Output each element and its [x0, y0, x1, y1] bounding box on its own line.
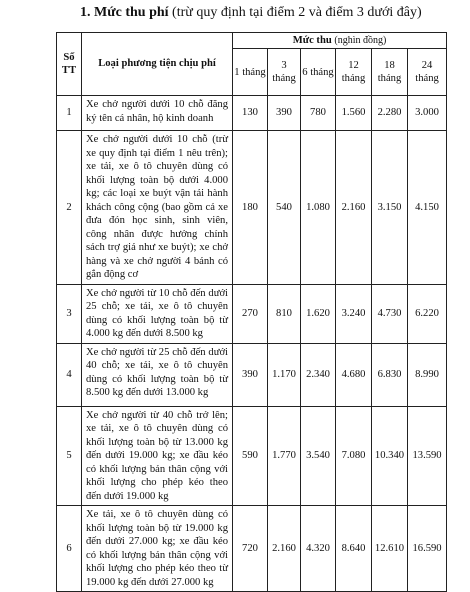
header-fee-label: Mức thu — [292, 34, 332, 46]
fee-cell: 16.590 — [408, 506, 447, 592]
fee-cell: 2.340 — [301, 343, 336, 406]
fee-cell: 1.560 — [336, 96, 372, 131]
header-period: 1 tháng — [233, 49, 268, 96]
fee-cell: 810 — [268, 284, 301, 343]
fee-cell: 1.080 — [301, 131, 336, 285]
row-vehicle: Xe tải, xe ô tô chuyên dùng có khối lượng toàn bộ từ 19.000 kg đến dưới 27.000 kg; xe đầu kéo có khối lượng bản thân cộng với khối lượng cho phép kéo theo từ 19.000 kg đến dưới 27.000 kg — [82, 506, 233, 592]
fee-cell: 13.590 — [408, 406, 447, 506]
fee-cell: 1.620 — [301, 284, 336, 343]
header-period: 6 tháng — [301, 49, 336, 96]
fee-cell: 130 — [233, 96, 268, 131]
fee-cell: 540 — [268, 131, 301, 285]
fee-table — [56, 32, 447, 592]
row-vehicle: Xe chở người dưới 10 chỗ đăng ký tên cá nhân, hộ kinh doanh — [82, 96, 233, 131]
fee-cell: 180 — [233, 131, 268, 285]
row-stt: 3 — [57, 284, 82, 343]
section-number: 1. — [80, 5, 91, 20]
fee-cell: 2.160 — [268, 506, 301, 592]
table-row — [57, 131, 447, 285]
header-period: 3 tháng — [268, 49, 301, 96]
table-row — [57, 343, 447, 406]
fee-cell: 6.830 — [372, 343, 408, 406]
fee-cell: 7.080 — [336, 406, 372, 506]
fee-cell: 2.280 — [372, 96, 408, 131]
table-row — [57, 284, 447, 343]
header-vehicle-type: Loại phương tiện chịu phí — [82, 33, 233, 96]
fee-cell: 3.150 — [372, 131, 408, 285]
header-fee — [233, 33, 447, 49]
fee-cell: 8.640 — [336, 506, 372, 592]
row-stt: 5 — [57, 406, 82, 506]
row-vehicle: Xe chở người từ 40 chỗ trở lên; xe tải, xe ô tô chuyên dùng có khối lượng toàn bộ từ 13.000 kg đến dưới 19.000 kg; xe đầu kéo có khối lượng bản thân cộng với khối lượng cho phép kéo theo đến dưới 19.000 kg — [82, 406, 233, 506]
header-period: 12 tháng — [336, 49, 372, 96]
fee-cell: 4.680 — [336, 343, 372, 406]
section-heading — [80, 4, 422, 22]
fee-cell: 780 — [301, 96, 336, 131]
fee-cell: 3.540 — [301, 406, 336, 506]
header-fee-unit: (nghìn đồng) — [334, 34, 387, 46]
fee-cell: 1.170 — [268, 343, 301, 406]
fee-cell: 1.770 — [268, 406, 301, 506]
section-title: Mức thu phí — [94, 5, 169, 20]
fee-cell: 3.000 — [408, 96, 447, 131]
row-stt: 4 — [57, 343, 82, 406]
row-stt: 1 — [57, 96, 82, 131]
fee-cell: 390 — [233, 343, 268, 406]
fee-cell: 8.990 — [408, 343, 447, 406]
fee-cell: 10.340 — [372, 406, 408, 506]
header-stt: Số TT — [57, 33, 82, 96]
header-period: 24 tháng — [408, 49, 447, 96]
row-vehicle: Xe chở người dưới 10 chỗ (trừ xe quy định tại điểm 1 nêu trên); xe tải, xe ô tô chuyên dùng có khối lượng toàn bộ dưới 4.000 kg; các loại xe buýt vận tải hành khách công cộng (bao gồm cả xe đưa đón học sinh, sinh viên, công nhân được hưởng chính sách trợ giá như xe buýt); xe chở hàng và xe chở người 4 bánh có gắn động cơ — [82, 131, 233, 285]
fee-cell: 4.150 — [408, 131, 447, 285]
table-row — [57, 406, 447, 506]
fee-cell: 720 — [233, 506, 268, 592]
section-note: (trừ quy định tại điểm 2 và điểm 3 dưới đây) — [172, 5, 422, 20]
fee-cell: 270 — [233, 284, 268, 343]
fee-cell: 4.730 — [372, 284, 408, 343]
fee-cell: 6.220 — [408, 284, 447, 343]
table-row — [57, 96, 447, 131]
header-period: 18 tháng — [372, 49, 408, 96]
fee-cell: 3.240 — [336, 284, 372, 343]
fee-cell: 390 — [268, 96, 301, 131]
row-vehicle: Xe chở người từ 10 chỗ đến dưới 25 chỗ; xe tải, xe ô tô chuyên dùng có khối lượng toàn bộ từ 4.000 kg đến dưới 8.500 kg — [82, 284, 233, 343]
fee-cell: 590 — [233, 406, 268, 506]
table-row — [57, 506, 447, 592]
fee-cell: 12.610 — [372, 506, 408, 592]
row-stt: 6 — [57, 506, 82, 592]
fee-cell: 4.320 — [301, 506, 336, 592]
row-vehicle: Xe chở người từ 25 chỗ đến dưới 40 chỗ; xe tải, xe ô tô chuyên dùng có khối lượng toàn bộ từ 8.500 kg đến dưới 13.000 kg — [82, 343, 233, 406]
fee-cell: 2.160 — [336, 131, 372, 285]
row-stt: 2 — [57, 131, 82, 285]
